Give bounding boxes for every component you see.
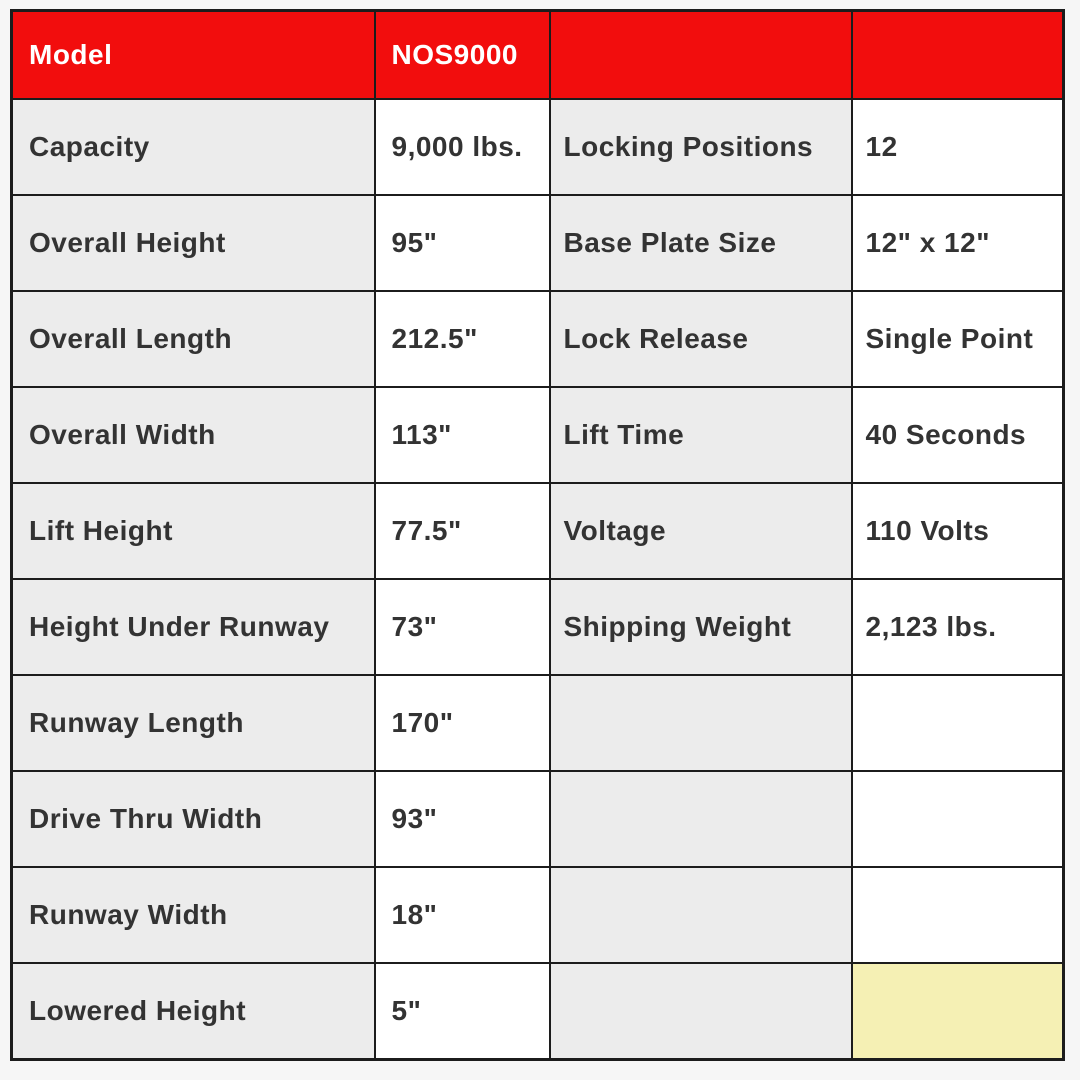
spec-label-cell: Overall Length <box>12 291 375 387</box>
spec-label-cell <box>550 963 852 1060</box>
spec-value-cell: 12 <box>852 99 1064 195</box>
table-row <box>12 579 1064 675</box>
spec-value-cell: 110 Volts <box>852 483 1064 579</box>
table-row <box>12 771 1064 867</box>
spec-label-cell: Locking Positions <box>550 99 852 195</box>
spec-value-cell: 73" <box>375 579 550 675</box>
spec-value-cell: Single Point <box>852 291 1064 387</box>
spec-label-cell: Overall Width <box>12 387 375 483</box>
spec-value-cell: 113" <box>375 387 550 483</box>
header-cell-empty-1 <box>550 11 852 100</box>
spec-value-cell: 93" <box>375 771 550 867</box>
spec-label-cell: Runway Length <box>12 675 375 771</box>
spec-value-cell <box>852 675 1064 771</box>
spec-label-cell: Height Under Runway <box>12 579 375 675</box>
table-row <box>12 483 1064 579</box>
spec-label-cell: Runway Width <box>12 867 375 963</box>
header-cell-model-number: NOS9000 <box>375 11 550 100</box>
spec-label-cell: Lift Time <box>550 387 852 483</box>
spec-value-cell: 18" <box>375 867 550 963</box>
table-row <box>12 963 1064 1060</box>
spec-value-cell: 2,123 lbs. <box>852 579 1064 675</box>
header-row <box>12 11 1064 100</box>
spec-label-cell <box>550 675 852 771</box>
table-row <box>12 387 1064 483</box>
spec-label-cell: Base Plate Size <box>550 195 852 291</box>
table-row <box>12 195 1064 291</box>
spec-value-cell <box>852 771 1064 867</box>
table-row <box>12 867 1064 963</box>
table-row <box>12 291 1064 387</box>
table-row <box>12 99 1064 195</box>
table-row <box>12 675 1064 771</box>
spec-value-cell: 5" <box>375 963 550 1060</box>
spec-label-cell: Shipping Weight <box>550 579 852 675</box>
spec-label-cell: Lift Height <box>12 483 375 579</box>
spec-value-cell <box>852 867 1064 963</box>
spec-label-cell: Capacity <box>12 99 375 195</box>
spec-label-cell: Lock Release <box>550 291 852 387</box>
spec-label-cell <box>550 771 852 867</box>
spec-label-cell: Voltage <box>550 483 852 579</box>
spec-value-cell: 170" <box>375 675 550 771</box>
spec-value-cell: 95" <box>375 195 550 291</box>
spec-value-cell-highlighted <box>852 963 1064 1060</box>
spec-label-cell: Lowered Height <box>12 963 375 1060</box>
spec-label-cell: Overall Height <box>12 195 375 291</box>
spec-value-cell: 77.5" <box>375 483 550 579</box>
spec-value-cell: 12" x 12" <box>852 195 1064 291</box>
header-cell-empty-2 <box>852 11 1064 100</box>
spec-label-cell <box>550 867 852 963</box>
specs-table <box>10 9 1065 1061</box>
spec-value-cell: 9,000 lbs. <box>375 99 550 195</box>
spec-label-cell: Drive Thru Width <box>12 771 375 867</box>
spec-value-cell: 212.5" <box>375 291 550 387</box>
header-cell-model: Model <box>12 11 375 100</box>
spec-value-cell: 40 Seconds <box>852 387 1064 483</box>
